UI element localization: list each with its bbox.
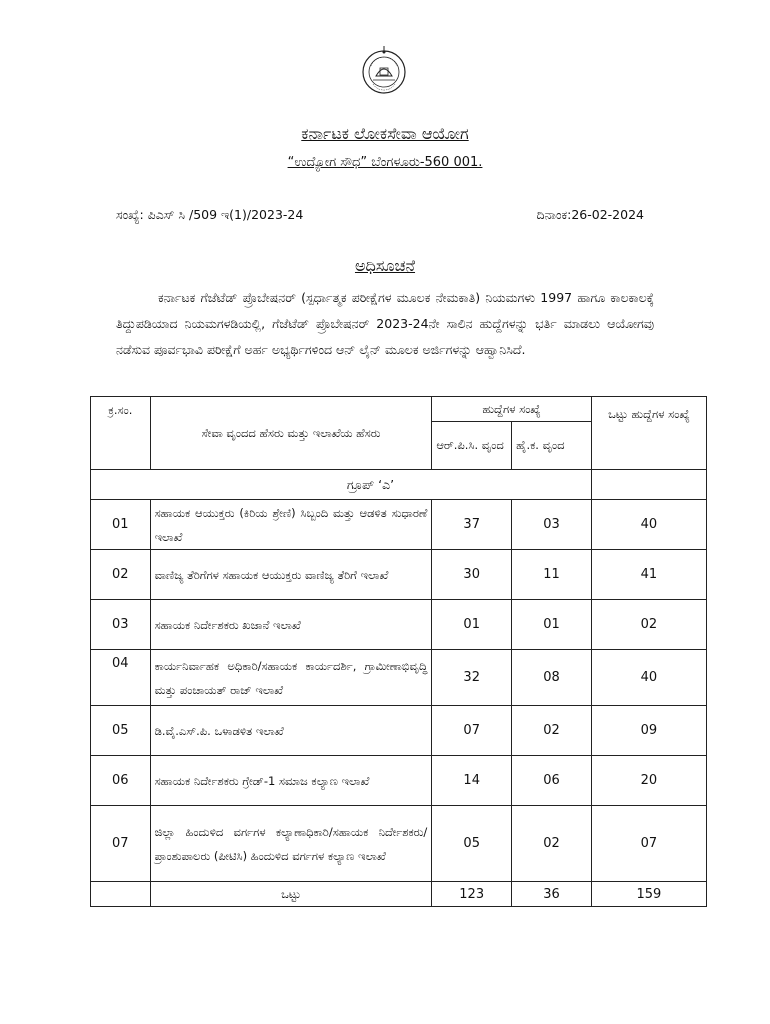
total-rpc: 123 <box>432 882 512 907</box>
row-service-name: ಡಿ.ವೈ.ಎಸ್.ಪಿ. ಒಳಾಡಳಿತ ಇಲಾಖೆ <box>150 706 432 756</box>
header-posts-count: ಹುದ್ದೆಗಳ ಸಂಖ್ಯೆ <box>432 397 592 422</box>
row-hk: 01 <box>512 600 592 650</box>
organization-name: ಕರ್ನಾಟಕ ಲೋಕಸೇವಾ ಆಯೋಗ <box>301 124 469 143</box>
row-hk: 02 <box>512 806 592 882</box>
row-sl: 06 <box>91 756 151 806</box>
table-header-row <box>91 397 707 422</box>
row-service-name: ವಾಣಿಜ್ಯ ತೆರಿಗೆಗಳ ಸಹಾಯಕ ಆಯುಕ್ತರು ವಾಣಿಜ್ಯ ತೆರಿಗೆ ಇಲಾಖೆ <box>150 550 432 600</box>
row-total: 07 <box>591 806 706 882</box>
header-service-name: ಸೇವಾ ವೃಂದದ ಹೆಸರು ಮತ್ತು ಇಲಾಖೆಯ ಹೆಸರು <box>150 397 432 470</box>
header-sl-no: ಕ್ರ.ಸಂ. <box>91 397 151 470</box>
total-hk: 36 <box>512 882 592 907</box>
header-rpc: ಆರ್.ಪಿ.ಸಿ. ವೃಂದ <box>432 422 512 470</box>
reference-number: ಸಂಖ್ಯೆ: ಪಿಎಸ್ ಸಿ /509 ಇ(1)/2023-24 <box>116 207 304 222</box>
row-service-name: ಸಹಾಯಕ ಆಯುಕ್ತರು (ಕಿರಿಯ ಶ್ರೇಣಿ) ಸಿಬ್ಬಂದಿ ಮತ್ತು ಆಡಳಿತ ಸುಧಾರಣೆ ಇಲಾಖೆ <box>150 500 432 550</box>
row-hk: 06 <box>512 756 592 806</box>
row-rpc: 07 <box>432 706 512 756</box>
row-sl: 07 <box>91 806 151 882</box>
grand-total: 159 <box>591 882 706 907</box>
row-hk: 02 <box>512 706 592 756</box>
row-service-name: ಜಿಲ್ಲಾ ಹಿಂದುಳಿದ ವರ್ಗಗಳ ಕಲ್ಯಾಣಾಧಿಕಾರಿ/ಸಹಾಯಕ ನಿರ್ದೇಶಕರು/ಪ್ರಾಂಶುಪಾಲರು (ಪೀಟಿಸಿ) ಹಿಂದುಳಿದ ವರ್ಗಗಳ ಕಲ್ಯಾಣ ಇಲಾಖೆ <box>150 806 432 882</box>
table-row <box>91 706 707 756</box>
header-total-posts: ಒಟ್ಟು ಹುದ್ದೆಗಳ ಸಂಖ್ಯೆ <box>591 397 706 470</box>
row-hk: 08 <box>512 650 592 706</box>
row-sl: 04 <box>91 650 151 706</box>
row-total: 40 <box>591 500 706 550</box>
table-row <box>91 500 707 550</box>
row-sl: 02 <box>91 550 151 600</box>
row-rpc: 01 <box>432 600 512 650</box>
row-total: 02 <box>591 600 706 650</box>
row-rpc: 14 <box>432 756 512 806</box>
row-hk: 03 <box>512 500 592 550</box>
total-row <box>91 882 707 907</box>
row-service-name: ಕಾರ್ಯನಿರ್ವಾಹಕ ಅಧಿಕಾರಿ/ಸಹಾಯಕ ಕಾರ್ಯದರ್ಶಿ, ಗ್ರಾಮೀಣಾಭಿವೃದ್ಧಿ ಮತ್ತು ಪಂಚಾಯತ್ ರಾಜ್ ಇಲಾಖೆ <box>150 650 432 706</box>
notification-date: ದಿನಾಂಕ:26-02-2024 <box>536 207 644 222</box>
header-hk: ಹೈ.ಕ. ವೃಂದ <box>512 422 592 470</box>
row-total: 20 <box>591 756 706 806</box>
total-label: ಒಟ್ಟು <box>150 882 432 907</box>
row-sl: 03 <box>91 600 151 650</box>
table-row <box>91 756 707 806</box>
row-sl: 05 <box>91 706 151 756</box>
row-sl: 01 <box>91 500 151 550</box>
row-rpc: 30 <box>432 550 512 600</box>
group-row <box>91 470 707 500</box>
row-total: 41 <box>591 550 706 600</box>
row-service-name: ಸಹಾಯಕ ನಿರ್ದೇಶಕರು ಖಜಾನೆ ಇಲಾಖೆ <box>150 600 432 650</box>
row-hk: 11 <box>512 550 592 600</box>
notification-heading: ಅಧಿಸೂಚನೆ <box>354 256 416 275</box>
row-rpc: 05 <box>432 806 512 882</box>
table-row <box>91 806 707 882</box>
kpsc-emblem-icon <box>359 44 409 96</box>
row-rpc: 37 <box>432 500 512 550</box>
table-row <box>91 600 707 650</box>
table-row <box>91 650 707 706</box>
row-total: 40 <box>591 650 706 706</box>
row-rpc: 32 <box>432 650 512 706</box>
notification-body: ಕರ್ನಾಟಕ ಗೆಜೆಟೆಡ್ ಪ್ರೊಬೇಷನರ್ (ಸ್ಪರ್ಧಾತ್ಮಕ ಪರೀಕ್ಷೆಗಳ ಮೂಲಕ ನೇಮಕಾತಿ) ನಿಯಮಗಳು 1997 ಹಾಗೂ ಕಾಲಕಾಲಕ್ಕೆ ತಿದ್ದುಪಡಿಯಾದ ನಿಯಮಗಳಡಿಯಲ್ಲಿ, ಗೆಜೆಟೆಡ್ ಪ್ರೊಬೇಷನರ್ 2023-24ನೇ ಸಾಲಿನ ಹುದ್ದೆಗಳನ್ನು ಭರ್ತಿ ಮಾಡಲು ಆಯೋಗವು ನಡೆಸುವ ಪೂರ್ವಭಾವಿ ಪರೀಕ್ಷೆಗೆ ಅರ್ಹ ಅಭ್ಯರ್ಥಿಗಳಿಂದ ಆನ್ ಲೈನ್ ಮೂಲಕ ಅರ್ಜಿಗಳನ್ನು ಆಹ್ವಾನಿಸಿದೆ. <box>116 290 654 357</box>
posts-table <box>90 396 707 907</box>
table-row <box>91 550 707 600</box>
group-label: ಗ್ರೂಪ್ ‘ಎ’ <box>150 470 591 500</box>
organization-address: “ಉದ್ಯೋಗ ಸೌಧ” ಬೆಂಗಳೂರು-560 001. <box>287 155 483 170</box>
row-total: 09 <box>591 706 706 756</box>
row-service-name: ಸಹಾಯಕ ನಿರ್ದೇಶಕರು ಗ್ರೇಡ್-1 ಸಮಾಜ ಕಲ್ಯಾಣ ಇಲಾಖೆ <box>150 756 432 806</box>
